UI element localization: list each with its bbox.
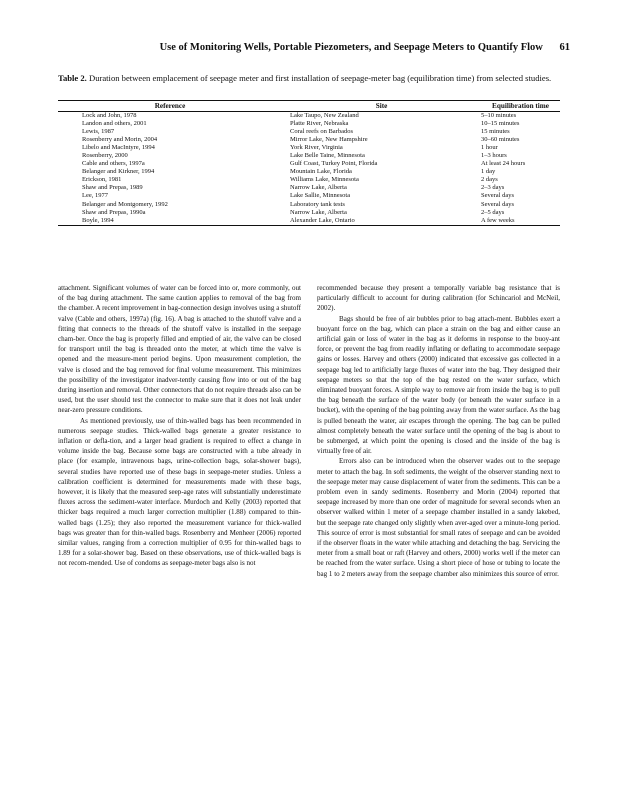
body-right-column (317, 283, 560, 745)
cell-reference: Belanger and Kirkner, 1994 (82, 168, 155, 176)
table-caption-text: Duration between emplacement of seepage meter and first installation of seepage-meter bag (equilibration time) from selected studies. (88, 73, 552, 83)
cell-reference: Shaw and Prepas, 1989 (82, 184, 143, 192)
cell-reference: Libelo and MacIntyre, 1994 (82, 144, 155, 152)
cell-site: Narrow Lake, Alberta (290, 184, 347, 192)
cell-reference: Lock and John, 1978 (82, 112, 137, 120)
table-row (58, 217, 560, 226)
cell-site: Alexander Lake, Ontario (282, 217, 481, 226)
cell-site: Williams Lake, Minnesota (290, 176, 359, 184)
cell-site: York River, Virginia (290, 144, 343, 152)
cell-reference: Lewis, 1987 (82, 128, 115, 136)
cell-reference: Erickson, 1981 (82, 176, 122, 184)
cell-equilibration-time: 1–3 hours (481, 152, 507, 160)
table-row (58, 160, 560, 168)
body-left-column (58, 283, 301, 745)
cell-reference: Belanger and Montgomery, 1992 (82, 200, 168, 208)
table-row (58, 209, 560, 217)
table-caption-label: Table 2. (58, 73, 87, 83)
cell-site: Platte River, Nebraska (290, 120, 349, 128)
cell-equilibration-time: 2 days (481, 176, 498, 184)
cell-reference: Cable and others, 1997a (82, 160, 145, 168)
body-paragraph: Errors also can be introduced when the observer wades out to the seepage meter to attach the bag. In soft sediments, the weight of the observer standing next to the seepage meter may cause displacement of water from the sediments. This can be a problem even in sandy sediments. Rosenberry and Morin (2004) reported that seepage increased by more than one order of magnitude for several seconds when an observer walked within 1 meter of a seepage chamber installed in a sandy lakebed, but the seepage rate changed only slightly when aver-aged over a minute-long period. This source of error is most substantial for small rates of seepage and can be avoided if the observer floats in the water while attaching and detaching the bag. Servicing the meter from a small boat or raft (Harvey and others, 2000) works well if the meter can be reached from the water surface. Using a short piece of hose or tubing to locate the bag 1 to 2 meters away from the seepage chamber also minimizes this source of error. (317, 457, 560, 578)
table-row (58, 176, 560, 184)
cell-reference: Lee, 1977 (82, 192, 108, 200)
cell-equilibration-time: At least 24 hours (481, 160, 526, 168)
cell-site: Lake Taupo, New Zealand (290, 112, 359, 120)
cell-site: Laboratory tank tests (290, 200, 345, 208)
table-row (58, 144, 560, 152)
cell-equilibration-time: 2–5 days (481, 208, 505, 216)
table-row (58, 201, 560, 209)
cell-equilibration-time: 2–3 days (481, 184, 505, 192)
cell-site: Coral reefs on Barbados (290, 128, 353, 136)
header-reference: Reference (58, 101, 282, 112)
table-caption (58, 72, 558, 84)
table-row (58, 184, 560, 192)
table-row (58, 168, 560, 176)
cell-equilibration-time: 15 minutes (481, 128, 510, 136)
cell-reference: Shaw and Prepas, 1990a (82, 208, 146, 216)
table-header-row (58, 101, 560, 112)
cell-reference: Boyle, 1994 (58, 217, 282, 226)
cell-site: Mirror Lake, New Hampshire (290, 136, 368, 144)
body-paragraph: attachment. Significant volumes of water can be forced into or, more commonly, out of the bag during attachment. The same caution applies to removal of the bag from the chamber. A recent improvement in bag-connection design involves using a shutoff valve (Cable and others, 1997a) (fig. 16). A bag is attached to the shutoff valve and a fitting that connects to the threads of the shutoff valve is installed in the seepage cham-ber. Once the bag is properly filled and emptied of air, the valve can be closed for transport until the bag is threaded onto the meter, at which time the valve is opened and the measure-ment period begins. Upon measurement completion, the valve is closed and the bag removed for final volume measurement. This minimizes the possibility of the investigator inadver-tently causing flow into or out of the bag during insertion and removal. Other connectors that do not require threads also can be used, but the user should test the connector to make sure that it does not leak under near-zero pressure conditions. (58, 284, 301, 415)
cell-equilibration-time: 10–15 minutes (481, 120, 520, 128)
cell-site: Mountain Lake, Florida (290, 168, 352, 176)
cell-site: Lake Belle Taine, Minnesota (290, 152, 365, 160)
running-head-title: Use of Monitoring Wells, Portable Piezometers, and Seepage Meters to Quantify Flow (159, 42, 543, 53)
cell-reference: Rosenberry and Morin, 2004 (82, 136, 158, 144)
table-row (58, 120, 560, 128)
cell-equilibration-time: 30–60 minutes (481, 136, 520, 144)
equilibration-table (58, 100, 560, 226)
cell-reference: Landon and others, 2001 (82, 120, 147, 128)
body-paragraph: Bags should be free of air bubbles prior to bag attach-ment. Bubbles exert a buoyant force on the bag, which can place a strain on the bag and either cause an artificial gain or loss of water in the bag as it deforms in response to the buoy-ant force, or prevent the bag from readily inflating or deflating to accommodate seepage gains or losses. Harvey and others (2000) indicated that excessive gas collected in a seepage bag led to artificially large fluxes of water into the bag. They designed their seepage meters so that the top of the bag rested on the water surface, which eliminated buoyant forces. A simple way to remove air from inside the bag is to pull the bag beneath the surface of the water body (or beneath the water surface in a bucket), with the opening of the bag pointing away from the water surface. As the bag is pulled beneath the water, air escapes through the opening. The bag can be pulled almost completely beneath the water surface until the opening of the bag is about to be submerged, at which point the opening is closed and the inside of the bag is virtually free of air. (317, 314, 560, 456)
cell-site: Lake Sallie, Minnesota (290, 192, 351, 200)
body-paragraph: recommended because they present a temporally variable bag resistance that is particularly difficult to account for during calibration (for Schincariol and McNeil, 2002). (317, 284, 560, 313)
cell-site: Gulf Coast, Turkey Point, Florida (290, 160, 378, 168)
cell-equilibration-time: 5–10 minutes (481, 112, 517, 120)
cell-equilibration-time: Several days (481, 192, 515, 200)
table-row (58, 112, 560, 121)
cell-equilibration-time: A few weeks (481, 217, 560, 226)
table-row (58, 128, 560, 136)
table-body (58, 112, 560, 226)
body-paragraph: As mentioned previously, use of thin-walled bags has been recommended in numerous seepage studies. Thick-walled bags generate a greater resistance to inflation or defla-tion, and a larger head gradient is required to effect a change in volume inside the bag. Because some bags are constructed with a tube already in place (for example, intravenous bags, urine-collection bags, solar-shower bags), several studies have reported use of these bags in seepage-meter studies. Unless a calibration coefficient is determined for measurements made with these bags, however, it is likely that the measured seep-age rates will substantially underestimate fluxes across the sediment-water interface. Murdoch and Kelly (2003) reported that thicker bags required a much larger correction multiplier (1.88) compared to thin-walled bags (1.25); they also reported the measurement variance for thick-walled bags was greater than for thin-walled bags. Rosenberry and Menheer (2006) reported similar values, ranging from a correction multiplier of 0.95 for thin-walled bags to 1.89 for a solar-shower bag. Based on these observations, use of thick-walled bags is not recom-mended. Use of condoms as seepage-meter bags also is not (58, 416, 301, 568)
cell-equilibration-time: 1 hour (481, 144, 498, 152)
page-number: 61 (559, 42, 570, 53)
table-row (58, 152, 560, 160)
cell-site: Narrow Lake, Alberta (290, 208, 347, 216)
table-row (58, 192, 560, 200)
cell-equilibration-time: Several days (481, 200, 515, 208)
table-row (58, 136, 560, 144)
header-equilibration-time: Equilibration time (481, 101, 560, 112)
cell-reference: Rosenberry, 2000 (82, 152, 128, 160)
cell-equilibration-time: 1 day (481, 168, 496, 176)
running-head (60, 42, 570, 53)
header-site: Site (282, 101, 481, 112)
